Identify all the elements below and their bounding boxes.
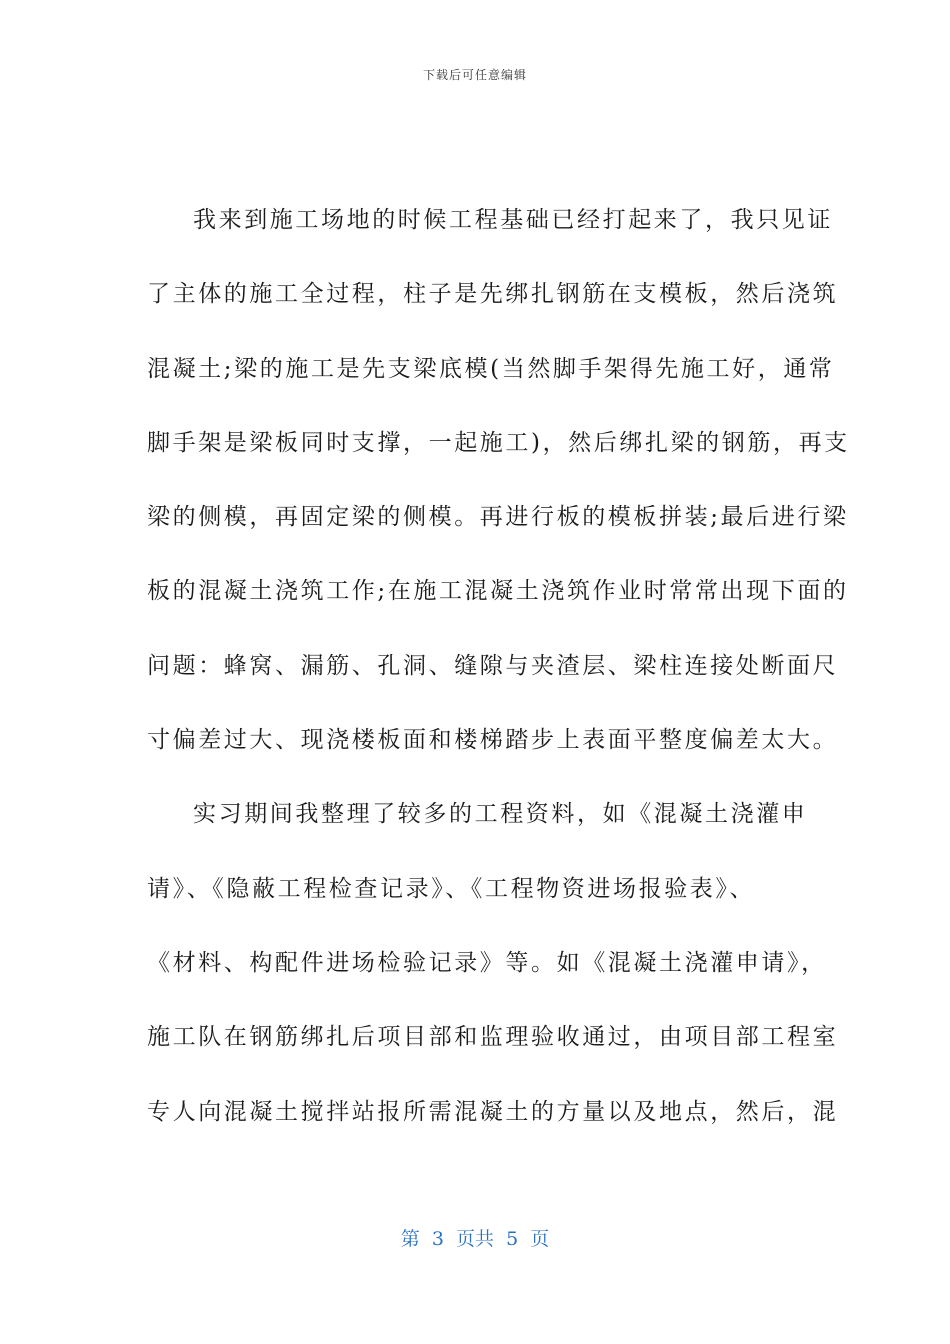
body-text [147,188,850,1154]
page-number-footer: 第 3 页共 5 页 [400,1228,550,1250]
paragraph-2-line-3: 《材料、构配件进场检验记录》等。如《混凝土浇灌申请》， [147,949,827,976]
paragraph-1-line-1: 我来到施工场地的时候工程基础已经打起来了，我只见证 [193,207,833,233]
paragraph-1-line-7: 问题：蜂窝、漏筋、孔洞、缝隙与夹渣层、梁柱连接处断面尺 [147,652,839,679]
paragraph-2-line-1: 实习期间我整理了较多的工程资料，如《混凝土浇灌申 [193,801,808,828]
paragraph-1-line-5: 梁的侧模，再固定梁的侧模。再进行板的模板拼装;最后进行梁 [147,504,849,531]
paragraph-2-line-4: 施工队在钢筋绑扎后项目部和监理验收通过，由项目部工程室 [147,1024,839,1051]
page-header: 下载后可任意编辑 [422,68,527,82]
paragraph-1-line-3: 混凝土;梁的施工是先支梁底模(当然脚手架得先施工好，通常 [147,355,835,382]
paragraph-2-line-2: 请》、《隐蔽工程检查记录》、《工程物资进场报验表》、 [147,875,756,902]
paragraph-1-line-2: 了主体的施工全过程，柱子是先绑扎钢筋在支模板，然后浇筑 [147,281,839,308]
paragraph-1-line-6: 板的混凝土浇筑工作;在施工混凝土浇筑作业时常常出现下面的 [147,578,849,605]
paragraph-1-line-8: 寸偏差过大、现浇楼板面和楼梯踏步上表面平整度偏差太大。 [147,727,839,754]
paragraph-2-line-5: 专人向混凝土搅拌站报所需混凝土的方量以及地点，然后，混 [147,1098,839,1125]
paragraph-1-line-4: 脚手架是梁板同时支撑，一起施工)，然后绑扎梁的钢筋，再支 [147,429,850,456]
